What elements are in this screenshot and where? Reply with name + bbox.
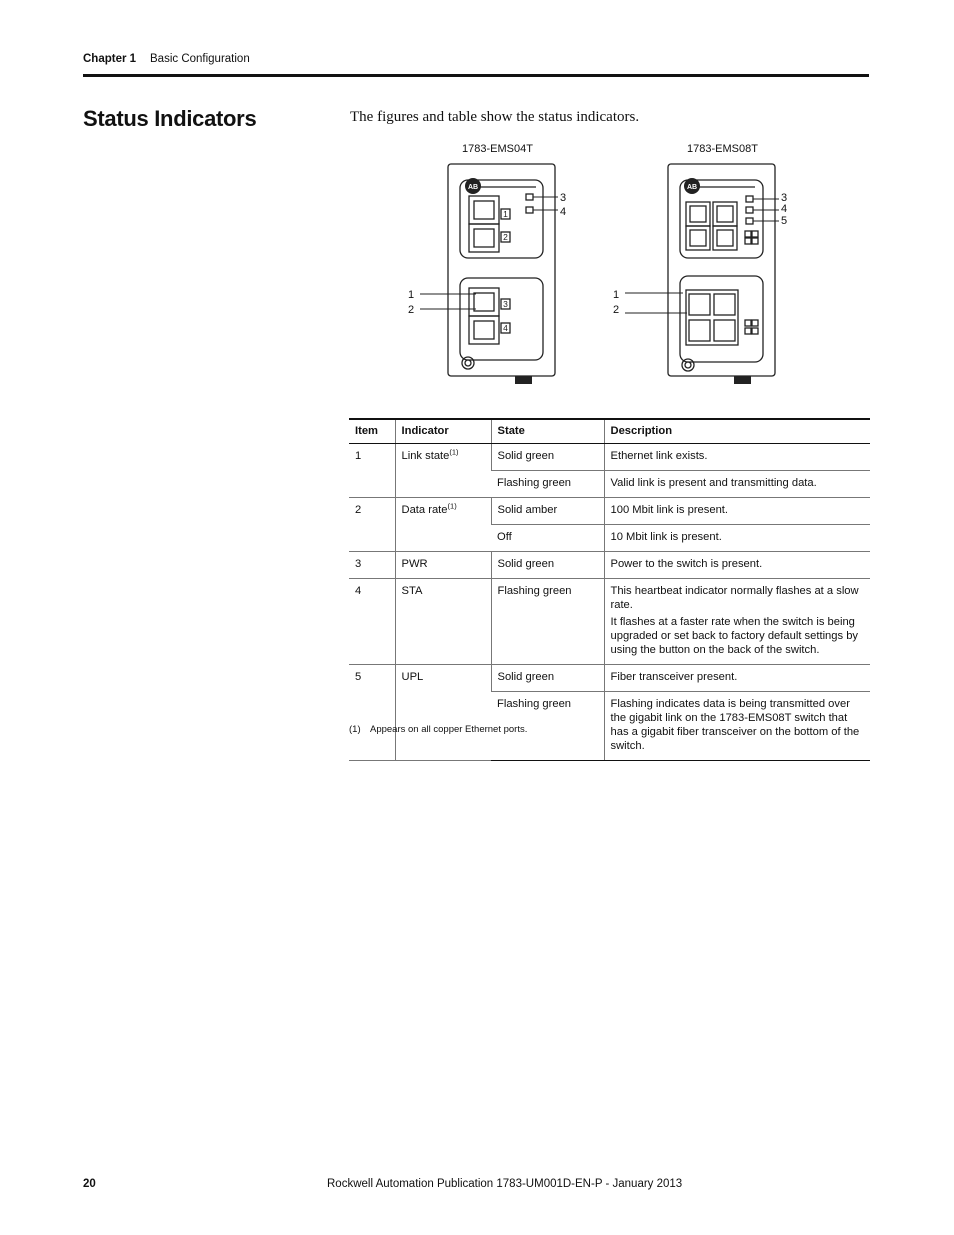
description-paragraph: Power to the switch is present. bbox=[610, 558, 763, 570]
cell-description bbox=[604, 471, 870, 498]
page-title: Status Indicators bbox=[83, 106, 257, 131]
indicator-name: STA bbox=[401, 585, 423, 597]
ems04t-pwr-led bbox=[526, 194, 533, 200]
svg-text:3: 3 bbox=[503, 299, 508, 309]
section-label: Basic Configuration bbox=[150, 53, 250, 65]
ems04t-diagram bbox=[400, 160, 570, 390]
publication-info: Rockwell Automation Publication 1783-UM001D-EN-P - January 2013 bbox=[327, 1178, 683, 1190]
cell-state: Flashing green bbox=[491, 692, 604, 761]
description-paragraph: It flashes at a faster rate when the switch is being upgraded or set back to factory default settings by using the button on the back of the switch. bbox=[610, 616, 859, 656]
callout-5: 5 bbox=[781, 215, 788, 227]
table-row bbox=[349, 498, 870, 525]
indicator-name: Data rate bbox=[401, 504, 448, 516]
callout-4: 4 bbox=[560, 206, 567, 218]
footnote-mark: (1) bbox=[349, 724, 361, 735]
indicator-name: PWR bbox=[401, 558, 428, 570]
ems08t-upl-led bbox=[746, 218, 753, 224]
callout-3: 3 bbox=[560, 192, 567, 204]
cell-description bbox=[604, 579, 870, 665]
table-row bbox=[349, 444, 870, 471]
description-paragraph: This heartbeat indicator normally flashes at a slow rate. bbox=[610, 585, 859, 611]
cell-indicator bbox=[395, 498, 491, 552]
svg-text:2: 2 bbox=[503, 232, 508, 242]
figure-label-ems04t: 1783-EMS04T bbox=[462, 143, 533, 155]
cell-description bbox=[604, 498, 870, 525]
ems08t-lower-panel bbox=[680, 276, 763, 362]
cell-item: 5 bbox=[349, 665, 395, 761]
ems04t-connector bbox=[515, 376, 532, 384]
column-header-description: Description bbox=[604, 419, 870, 444]
cell-description bbox=[604, 525, 870, 552]
callout-2: 2 bbox=[408, 304, 415, 316]
header-rule bbox=[83, 74, 869, 77]
indicator-name: Link state bbox=[401, 450, 450, 462]
column-header-indicator: Indicator bbox=[395, 419, 491, 444]
cell-state: Flashing green bbox=[491, 471, 604, 498]
description-paragraph: Flashing indicates data is being transmitted over the gigabit link on the 1783-EMS08T switch that has a gigabit fiber transceiver on the bottom of the switch. bbox=[610, 698, 860, 752]
cell-item: 2 bbox=[349, 498, 395, 552]
callout-2: 2 bbox=[613, 304, 620, 316]
description-paragraph: Fiber transceiver present. bbox=[610, 671, 738, 683]
cell-description bbox=[604, 692, 870, 761]
table-header-row bbox=[349, 419, 870, 444]
cell-state: Solid green bbox=[491, 552, 604, 579]
ems08t-pwr-led bbox=[746, 196, 753, 202]
ems08t-diagram bbox=[605, 160, 795, 390]
cell-description bbox=[604, 444, 870, 471]
callout-3: 3 bbox=[781, 192, 788, 204]
cell-description bbox=[604, 665, 870, 692]
description-paragraph: Valid link is present and transmitting data. bbox=[610, 477, 817, 489]
cell-item: 1 bbox=[349, 444, 395, 498]
footnote-text: Appears on all copper Ethernet ports. bbox=[370, 724, 528, 735]
cell-indicator bbox=[395, 552, 491, 579]
column-header-item: Item bbox=[349, 419, 395, 444]
svg-text:AB: AB bbox=[467, 184, 479, 191]
table-row bbox=[349, 579, 870, 665]
ems08t-lower-ports bbox=[686, 290, 738, 345]
column-header-state: State bbox=[491, 419, 604, 444]
table-row bbox=[349, 665, 870, 692]
description-paragraph: 100 Mbit link is present. bbox=[610, 504, 729, 516]
svg-text:AB: AB bbox=[686, 184, 698, 191]
cell-indicator bbox=[395, 579, 491, 665]
status-indicators-table bbox=[349, 418, 870, 761]
callout-1: 1 bbox=[408, 289, 415, 301]
cell-indicator bbox=[395, 665, 491, 761]
callout-4: 4 bbox=[781, 203, 788, 215]
cell-state: Solid green bbox=[491, 444, 604, 471]
ems04t-housing bbox=[448, 164, 555, 376]
cell-state: Solid amber bbox=[491, 498, 604, 525]
cell-item: 4 bbox=[349, 579, 395, 665]
svg-text:4: 4 bbox=[503, 323, 508, 333]
ems08t-housing bbox=[668, 164, 775, 376]
table-row bbox=[349, 552, 870, 579]
chapter-label: Chapter 1 bbox=[83, 53, 137, 65]
ems04t-lower-panel bbox=[460, 278, 543, 360]
cell-state: Off bbox=[491, 525, 604, 552]
callout-1: 1 bbox=[613, 289, 620, 301]
figure-label-ems08t: 1783-EMS08T bbox=[687, 143, 758, 155]
ems08t-connector bbox=[734, 376, 751, 384]
svg-text:1: 1 bbox=[503, 209, 508, 219]
description-paragraph: Ethernet link exists. bbox=[610, 450, 708, 462]
ems04t-sta-led bbox=[526, 207, 533, 213]
intro-text: The figures and table show the status indicators. bbox=[350, 109, 640, 125]
footnote-reference: (1) bbox=[449, 447, 459, 457]
cell-state: Solid green bbox=[491, 665, 604, 692]
ems08t-sta-led bbox=[746, 207, 753, 213]
cell-state: Flashing green bbox=[491, 579, 604, 665]
cell-item: 3 bbox=[349, 552, 395, 579]
footnote bbox=[349, 724, 527, 735]
footnote-reference: (1) bbox=[447, 501, 457, 511]
description-paragraph: 10 Mbit link is present. bbox=[610, 531, 722, 543]
indicator-name: UPL bbox=[401, 671, 424, 683]
cell-description bbox=[604, 552, 870, 579]
page-number: 20 bbox=[83, 1178, 96, 1190]
cell-indicator bbox=[395, 444, 491, 498]
